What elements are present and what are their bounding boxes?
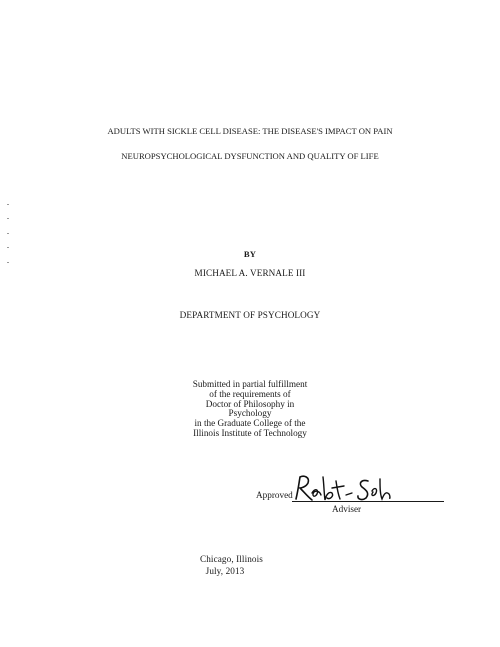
submission-date: July, 2013 xyxy=(205,566,245,576)
title-line-1: ADULTS WITH SICKLE CELL DISEASE: THE DISEASE'S IMPACT ON PAIN xyxy=(107,126,393,136)
submission-line: Psychology xyxy=(228,408,272,419)
submission-line: in the Graduate College of the xyxy=(194,418,306,429)
submission-line: of the requirements of xyxy=(209,388,291,399)
submission-line: Submitted in partial fulfillment xyxy=(192,379,308,389)
submission-line: Doctor of Philosophy in xyxy=(205,398,295,409)
title-line-2: NEUROPSYCHOLOGICAL DYSFUNCTION AND QUALITY OF LIFE xyxy=(121,151,379,161)
by-label: BY xyxy=(243,249,257,259)
submission-statement xyxy=(0,380,500,439)
approved-label: Approved xyxy=(256,490,293,500)
approval-block xyxy=(256,481,456,521)
department-name: DEPARTMENT OF PSYCHOLOGY xyxy=(179,310,321,320)
location: Chicago, Illinois xyxy=(200,554,263,564)
adviser-label: Adviser xyxy=(332,504,362,514)
submission-line: Illinois Institute of Technology xyxy=(193,427,307,438)
signature-line xyxy=(292,501,444,502)
author-name: MICHAEL A. VERNALE III xyxy=(194,268,306,278)
